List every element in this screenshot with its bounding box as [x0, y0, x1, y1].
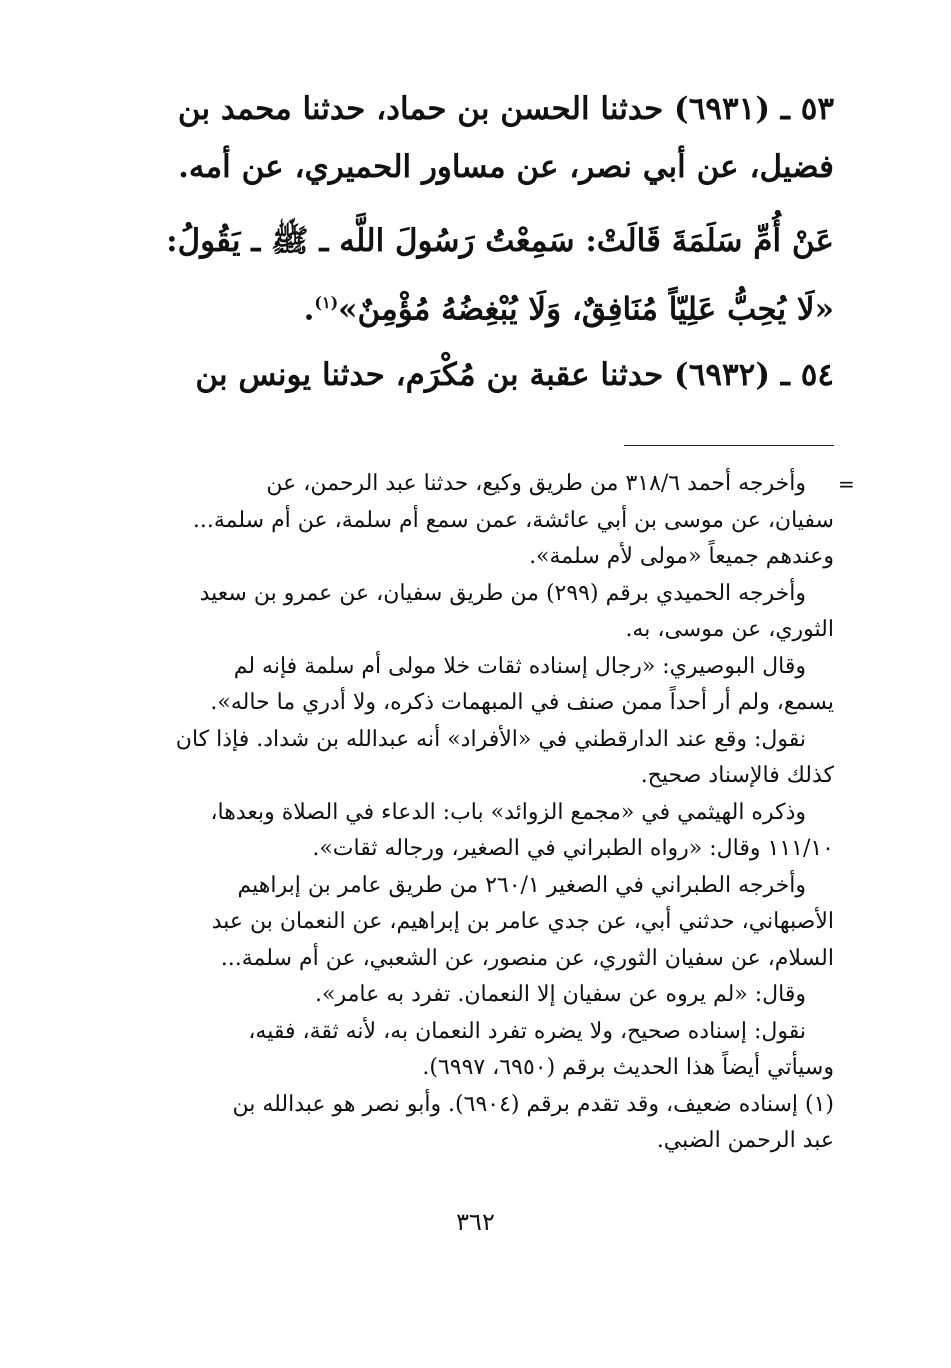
note-line: وأخرجه الطبراني في الصغير ٢٦٠/١ من طريق عامر بن إبراهيم — [237, 872, 806, 898]
note-line: وقال: «لم يروه عن سفيان إلا النعمان. تفرد به عامر». — [315, 982, 806, 1007]
page-number: ٣٦٢ — [456, 1208, 495, 1236]
note-line: السلام، عن سفيان الثوري، عن منصور، عن الشعبي، عن أم سلمة... — [220, 945, 834, 971]
hadith-53-text — [132, 210, 834, 340]
note-line: نقول: وقع عند الدارقطني في «الأفراد» أنه عبدالله بن شداد. فإذا كان — [175, 726, 806, 752]
footnote-1-line-1: (١) إسناده ضعيف، وقد تقدم برقم (٦٩٠٤). وأبو نصر هو عبدالله بن — [232, 1091, 834, 1117]
continuation-mark: = — [838, 472, 855, 496]
hadith-54-chain — [132, 346, 834, 404]
hadith-53-text-line-2 — [132, 272, 834, 340]
note-line: وأخرجه الحميدي برقم (٢٩٩) من طريق سفيان، عن عمرو بن سعيد — [199, 580, 806, 606]
hadith-53-chain — [132, 80, 834, 196]
note-line: وأخرجه أحمد ٣١٨/٦ من طريق وكيع، حدثنا عبد الرحمن، عن — [266, 471, 806, 496]
hadith-54-line-1: ٥٤ ـ (٦٩٣٢) حدثنا عقبة بن مُكْرَم، حدثنا يونس بن — [195, 357, 834, 393]
hadith-53-text-line-1: عَنْ أُمِّ سَلَمَةَ قَالَتْ: سَمِعْتُ رَسُولَ اللَّه ـ ﷺ ـ يَقُولُ: — [166, 223, 834, 259]
note-line: الثوري، عن موسى، به. — [625, 617, 834, 642]
note-line: وقال البوصيري: «رجال إسناده ثقات خلا مولى أم سلمة فإنه لم — [233, 653, 806, 679]
footnotes — [132, 466, 834, 1160]
note-line: كذلك فالإسناد صحيح. — [640, 763, 834, 788]
hadith-53-quote: «لَا يُحِبُّ عَلِيّاً مُنَافِقٌ، وَلَا يُبْغِضُهُ مُؤْمِنٌ» — [338, 291, 834, 328]
note-line: وسيأتي أيضاً هذا الحديث برقم (٦٩٥٠، ٦٩٩٧). — [422, 1055, 834, 1080]
note-line: ١١١/١٠ وقال: «رواه الطبراني في الصغير، ورجاله ثقات». — [312, 836, 834, 861]
sentence-end: . — [303, 291, 315, 328]
note-line: الأصبهاني، حدثني أبي، عن جدي عامر بن إبراهيم، عن النعمان بن عبد — [211, 909, 834, 934]
footnote-1-line-2: عبد الرحمن الضبي. — [656, 1128, 834, 1153]
note-line: سفيان، عن موسى بن أبي عائشة، عمن سمع أم سلمة، عن أم سلمة... — [192, 507, 834, 533]
footnote-separator — [624, 445, 834, 446]
note-line: وعندهم جميعاً «مولى لأم سلمة». — [529, 544, 834, 569]
footnote-reference[interactable]: (١) — [314, 293, 339, 312]
hadith-53-line-2: فضيل، عن أبي نصر، عن مساور الحميري، عن أمه. — [178, 149, 834, 185]
note-line: وذكره الهيثمي في «مجمع الزوائد» باب: الدعاء في الصلاة وبعدها، — [210, 799, 806, 825]
note-line: يسمع، ولم أر أحداً ممن صنف في المبهمات ذكره، ولا أدري ما حاله». — [210, 690, 834, 715]
note-line: نقول: إسناده صحيح، ولا يضره تفرد النعمان به، لأنه ثقة، فقيه، — [248, 1018, 806, 1044]
hadith-53-line-1: ٥٣ ـ (٦٩٣١) حدثنا الحسن بن حماد، حدثنا محمد بن — [177, 91, 834, 127]
